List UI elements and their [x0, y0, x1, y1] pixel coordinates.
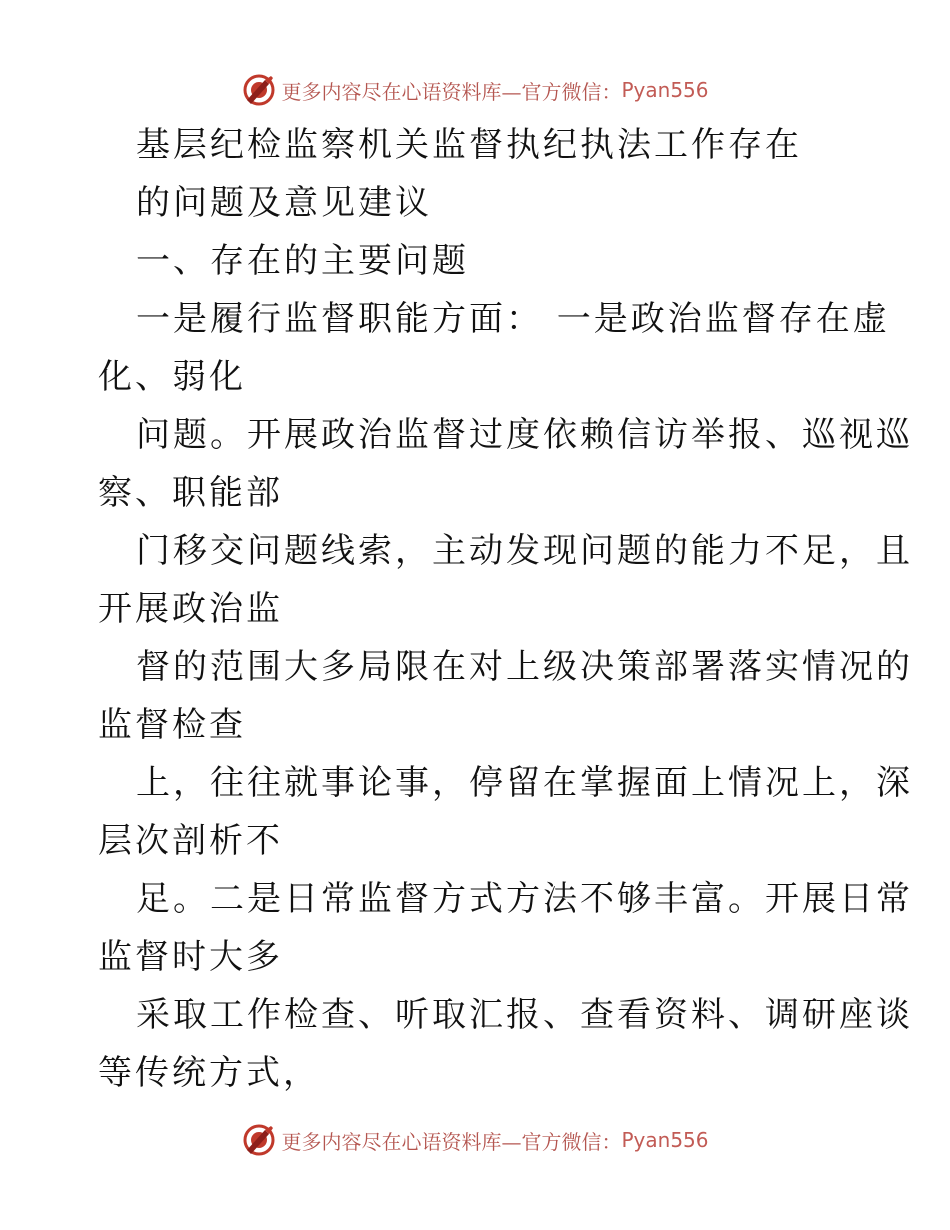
banner-wechat-id: Pyan556	[621, 1128, 709, 1152]
banner-wechat-id: Pyan556	[621, 78, 709, 102]
brand-logo-icon	[241, 72, 277, 108]
paragraph-line: 察、职能部	[98, 473, 283, 513]
banner-text: 更多内容尽在心语资料库—官方微信：	[281, 1129, 622, 1154]
paragraph-line: 采取工作检查、听取汇报、查看资料、调研座谈	[136, 995, 913, 1035]
paragraph-line: 化、弱化	[98, 357, 246, 397]
title-line-1: 基层纪检监察机关监督执纪执法工作存在	[136, 125, 802, 165]
brand-logo-icon	[241, 1122, 277, 1158]
paragraph-line: 问题。开展政治监督过度依赖信访举报、巡视巡	[136, 415, 913, 455]
paragraph-line: 足。二是日常监督方式方法不够丰富。开展日常	[136, 879, 913, 919]
header-banner	[0, 70, 950, 110]
banner-text: 更多内容尽在心语资料库—官方微信：	[281, 79, 622, 104]
paragraph-line: 等传统方式，	[98, 1053, 320, 1093]
paragraph-line: 一是履行监督职能方面： 一是政治监督存在虚	[136, 299, 890, 339]
section-heading: 一、存在的主要问题	[136, 241, 469, 281]
paragraph-line: 监督检查	[98, 705, 246, 745]
paragraph-line: 层次剖析不	[98, 821, 283, 861]
paragraph-line: 开展政治监	[98, 589, 283, 629]
paragraph-line: 门移交问题线索，主动发现问题的能力不足，且	[136, 531, 913, 571]
paragraph-line: 上，往往就事论事，停留在掌握面上情况上，深	[136, 763, 913, 803]
title-line-2: 的问题及意见建议	[136, 183, 432, 223]
paragraph-line: 监督时大多	[98, 937, 283, 977]
paragraph-line: 督的范围大多局限在对上级决策部署落实情况的	[136, 647, 913, 687]
footer-banner	[0, 1120, 950, 1160]
